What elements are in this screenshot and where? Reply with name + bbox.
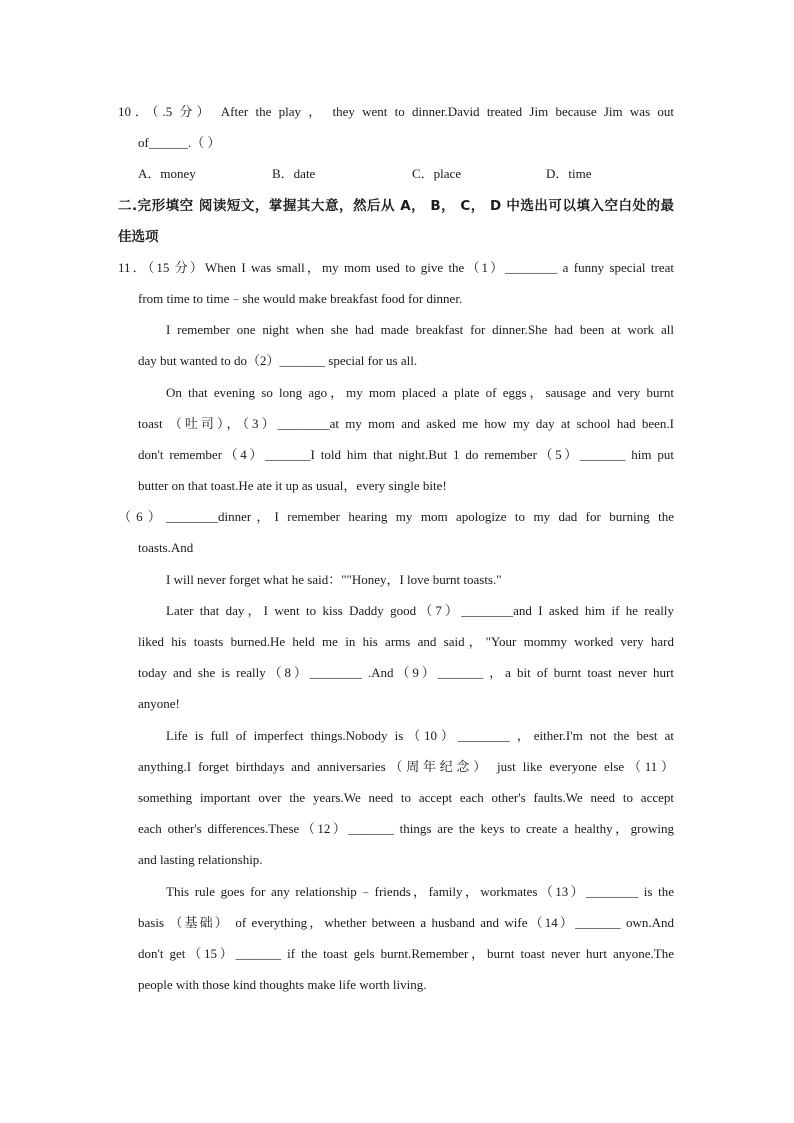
q11-line: This rule goes for any relationship﹣friends，family，workmates（13）________ is the bbox=[166, 884, 674, 899]
q10-stem-line1: 10．（.5 分） After the play ， they went to dinner.David treated Jim because Jim was out bbox=[118, 104, 674, 119]
q11-line: Later that day，I went to kiss Daddy good（7）________and I asked him if he really bbox=[166, 603, 674, 618]
q11-line: basis （基础） of everything，whether between a husband and wife（14）_______ own.And bbox=[138, 915, 674, 930]
q11-line: and lasting relationship. bbox=[138, 852, 263, 867]
q11-line: 11．（15 分）When I was small，my mom used to give the（1）________ a funny special treat bbox=[118, 260, 674, 275]
q11-line: from time to time﹣she would make breakfast food for dinner. bbox=[138, 291, 463, 306]
section2-heading-line2: 佳选项 bbox=[118, 229, 159, 245]
q11-line: （6）________dinner，I remember hearing my mom apologize to my dad for burning the bbox=[118, 509, 674, 524]
q10-option-b: B．date bbox=[272, 166, 316, 181]
q11-line: I will never forget what he said：""Honey，I love burnt toasts." bbox=[166, 572, 502, 587]
q11-line: day but wanted to do（2）_______ special for us all. bbox=[138, 353, 418, 368]
q11-line: On that evening so long ago，my mom placed a plate of eggs，sausage and very burnt bbox=[166, 385, 674, 400]
q11-line: butter on that toast.He ate it up as usual，every single bite! bbox=[138, 478, 447, 493]
q11-line: liked his toasts burned.He held me in his arms and said，"Your mommy worked very hard bbox=[138, 634, 674, 649]
q10-option-c: C．place bbox=[412, 166, 462, 181]
q11-line: I remember one night when she had made breakfast for dinner.She had been at work all bbox=[166, 322, 674, 337]
q11-line: Life is full of imperfect things.Nobody is（10）________ ，either.I'm not the best at bbox=[166, 728, 674, 743]
q11-line: people with those kind thoughts make life worth living. bbox=[138, 977, 427, 992]
q11-line: each other's differences.These（12）_______ things are the keys to create a healthy，growing bbox=[138, 821, 674, 836]
q11-line: something important over the years.We need to accept each other's faults.We need to accept bbox=[138, 790, 674, 805]
q11-line: don't get（15）_______ if the toast gels burnt.Remember，burnt toast never hurt anyone.The bbox=[138, 946, 674, 961]
q10-option-a: A．money bbox=[138, 166, 196, 181]
q11-line: toasts.And bbox=[138, 540, 194, 555]
q10-stem-line2: of______.（ ） bbox=[138, 135, 221, 150]
q11-line: toast （吐司），（3）________at my mom and asked me how my day at school had been.I bbox=[138, 416, 674, 431]
q11-line: don't remember（4）_______I told him that night.But 1 do remember（5）_______ him put bbox=[138, 447, 674, 462]
q11-line: anyone! bbox=[138, 696, 180, 711]
section2-heading-line1: 二.完形填空 阅读短文，掌握其大意，然后从 A， B， C， D 中选出可以填入空白处的最 bbox=[118, 198, 674, 214]
q11-line: anything.I forget birthdays and anniversaries（周年纪念） just like everyone else（11） bbox=[138, 759, 674, 774]
q11-line: today and she is really（8）________ .And（9）_______ ，a bit of burnt toast never hurt bbox=[138, 665, 674, 680]
q10-option-d: D．time bbox=[546, 166, 592, 181]
